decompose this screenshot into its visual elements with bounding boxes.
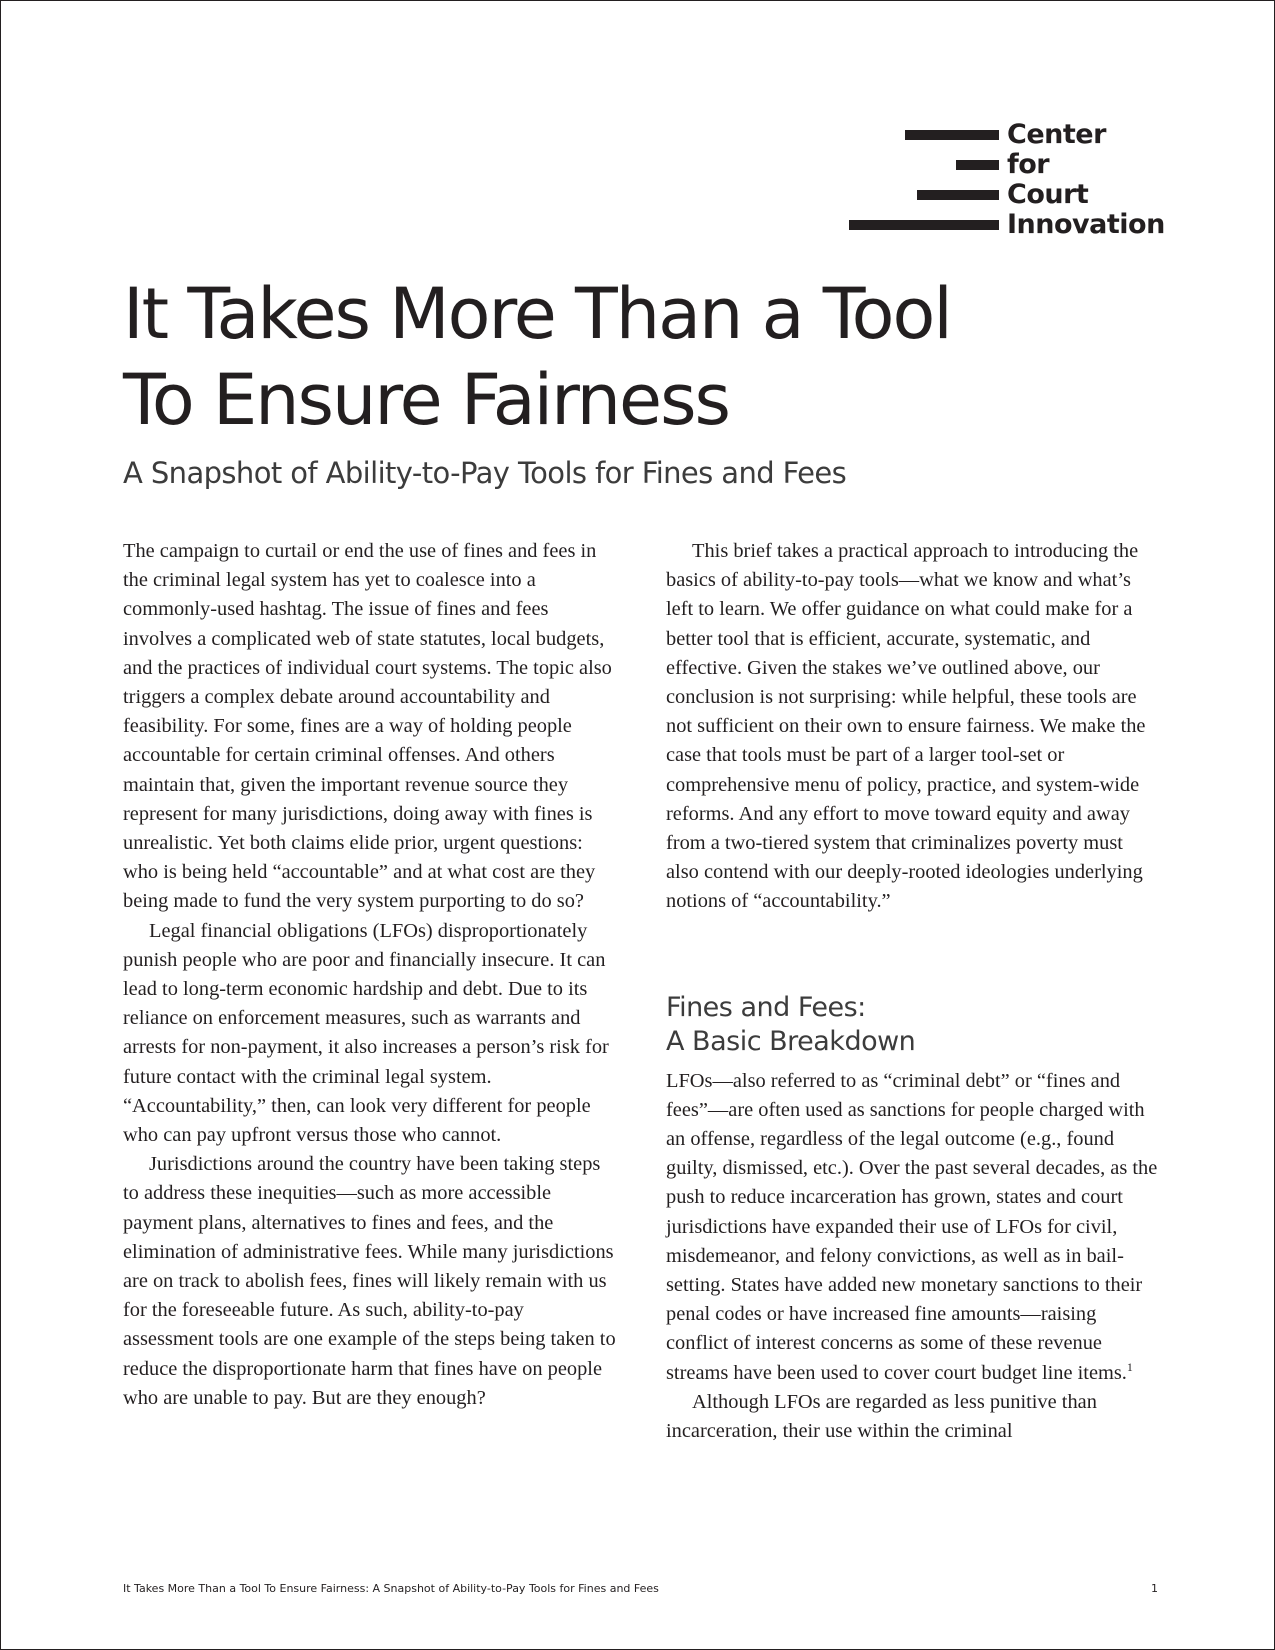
left-paragraph-2: Legal financial obligations (LFOs) disproportionately punish people who are poor and financially insecure. It can lead to long-term economic hardship and debt. Due to its reliance on enforcement measures, such as warrants and arrests for non-payment, it also increases a person’s risk for future contact with the criminal legal system. “Accountability,” then, can look very different for people who can pay upfront versus those who cannot. (123, 919, 609, 1147)
footer-running-title: It Takes More Than a Tool To Ensure Fairness: A Snapshot of Ability-to-Pay Tools for Fines and Fees (123, 1582, 659, 1595)
logo-word-court: Court (1007, 179, 1089, 210)
logo-word-center: Center (1007, 119, 1106, 150)
left-column (123, 537, 618, 1413)
document-subtitle: A Snapshot of Ability-to-Pay Tools for Fines and Fees (123, 456, 847, 490)
right-paragraph-2 (666, 1067, 1158, 1388)
title-line-1: It Takes More Than a Tool (123, 273, 951, 355)
section-heading-line-1: Fines and Fees: (666, 991, 866, 1023)
footnote-reference-1[interactable]: 1 (1126, 1359, 1133, 1374)
page-number: 1 (1151, 1582, 1158, 1595)
right-paragraph-3: Although LFOs are regarded as less punitive than incarceration, their use within the criminal (666, 1390, 1097, 1443)
section-heading-line-2: A Basic Breakdown (666, 1025, 916, 1057)
left-paragraph-1: The campaign to curtail or end the use of fines and fees in the criminal legal system has yet to coalesce into a commonly-used hashtag. The issue of fines and fees involves a complicated web of state statutes, local budgets, and the practices of individual court systems. The topic also triggers a complex debate around accountability and feasibility. For some, fines are a way of holding people accountable for certain criminal offenses. And others maintain that, given the important revenue source they represent for many jurisdictions, doing away with fines is unrealistic. Yet both claims elide prior, urgent questions: who is being held “accountable” and at what cost are they being made to fund the very system purporting to do so? (123, 540, 612, 913)
logo-bar-1 (905, 130, 999, 140)
title-line-2: To Ensure Fairness (123, 359, 730, 441)
logo-word-innovation: Innovation (1007, 209, 1165, 240)
logo-bar-4 (849, 220, 999, 230)
document-title (123, 271, 951, 443)
section-heading (666, 991, 1158, 1059)
left-paragraph-3: Jurisdictions around the country have been taking steps to address these inequities—such as more accessible payment plans, alternatives to fines and fees, and the elimination of administrative fees. While many jurisdictions are on track to abolish fees, fines will likely remain with us for the foreseeable future. As such, ability-to-pay assessment tools are one example of the steps being taken to reduce the disproportionate harm that fines have on people who are unable to pay. But are they enough? (123, 1153, 616, 1409)
right-paragraph-1: This brief takes a practical approach to introducing the basics of ability-to-pay tools—what we know and what’s left to learn. We offer guidance on what could make for a better tool that is efficient, accurate, systematic, and effective. Given the stakes we’ve outlined above, our conclusion is not surprising: while helpful, these tools are not sufficient on their own to ensure fairness. We make the case that tools must be part of a larger tool-set or comprehensive menu of policy, practice, and system-wide reforms. And any effort to move toward equity and away from a two-tiered system that criminalizes poverty must also contend with our deeply-rooted ideologies underlying notions of “accountability.” (666, 540, 1146, 913)
logo-bar-3 (917, 190, 999, 200)
right-paragraph-2-text: LFOs—also referred to as “criminal debt” or “fines and fees”—are often used as sanctions for people charged with an offense, regardless of the legal outcome (e.g., found guilty, dismissed, etc.). Over the past several decades, as the push to reduce incarceration has grown, states and court jurisdictions have expanded their use of LFOs for civil, misdemeanor, and felony convictions, as well as in bail-setting. States have added new monetary sanctions to their penal codes or have increased fine amounts—raising conflict of interest concerns as some of these revenue streams have been used to cover court budget line items. (666, 1069, 1158, 1384)
center-for-court-innovation-logo (849, 119, 1165, 245)
logo-bar-2 (956, 160, 999, 170)
logo-word-for: for (1007, 149, 1050, 180)
right-column (666, 537, 1158, 1446)
